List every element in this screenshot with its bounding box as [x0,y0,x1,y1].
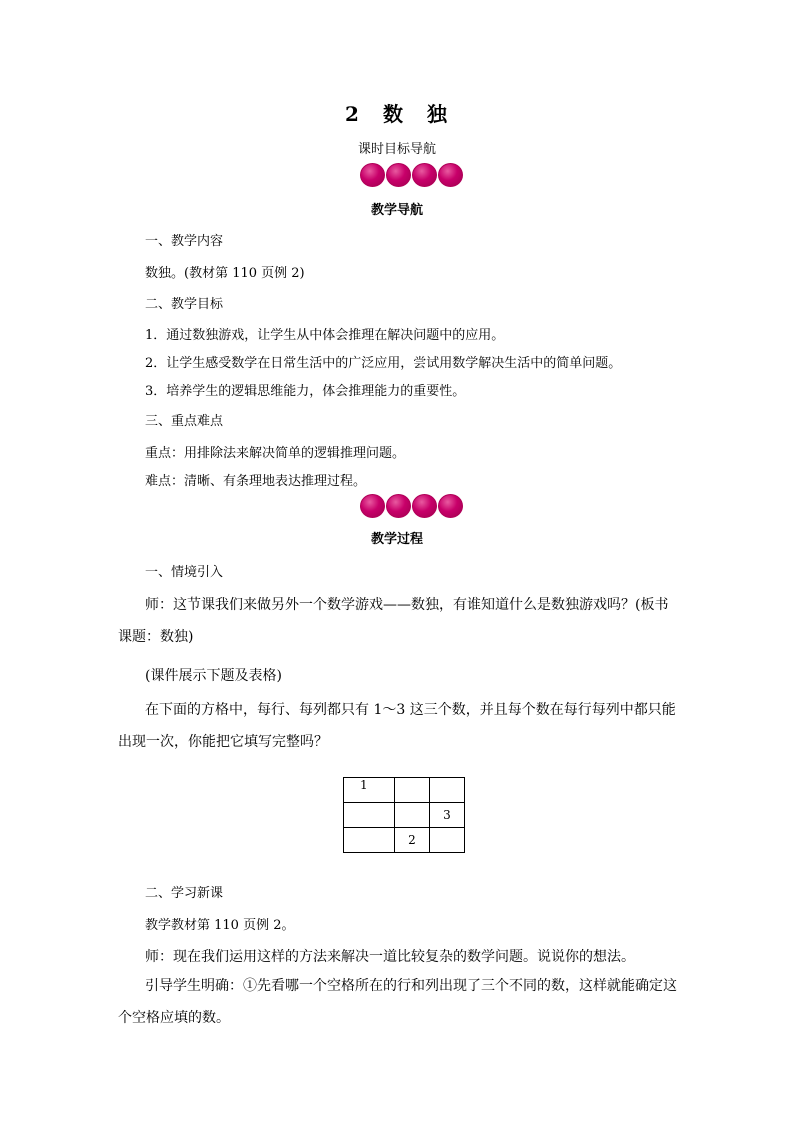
problem-text: 在下面的方格中，每行、每列都只有 1～3 这三个数，并且每个数在每行每列中都只能出现一次，你能把它填写完整吗？ [118,702,676,750]
content-heading: 一、教学内容 [145,234,224,249]
goal-item: 2．让学生感受数学在日常生活中的广泛应用，尝试用数学解决生活中的简单问题。 [145,356,622,371]
grid-cell: 2 [395,828,430,853]
section-label-process: 教学过程 [370,532,423,547]
intro-heading: 一、情境引入 [145,565,224,580]
content-text: 数独。(教材第 110 页例 2) [145,266,305,281]
grid-cell: 1 [344,778,395,803]
grid-row [344,778,465,803]
dot-icon [412,494,437,518]
page-subtitle: 课时目标导航 [357,142,436,157]
dot-icon [386,494,411,518]
teacher-intro: 师：这节课我们来做另外一个数学游戏——数独，有谁知道什么是数独游戏吗？(板书课题：数独) [118,597,669,645]
dot-icon [360,494,385,518]
section-label-nav: 教学导航 [370,203,423,218]
dot-icon [360,163,385,187]
dot-icon [438,494,463,518]
dot-icon [412,163,437,187]
teach-text: 教学教材第 110 页例 2。 [145,918,295,933]
difficulty-point: 难点：清晰、有条理地表达推理过程。 [145,474,367,489]
guide-text: 引导学生明确：①先看哪一个空格所在的行和列出现了三个不同的数，这样就能确定这个空格应填的数。 [118,978,677,1026]
decorative-dots [360,494,463,518]
decorative-dots [360,163,463,187]
dot-icon [386,163,411,187]
goals-heading: 二、教学目标 [145,297,224,312]
goal-item: 1．通过数独游戏，让学生从中体会推理在解决问题中的应用。 [145,328,505,343]
grid-cell [395,803,430,828]
grid-cell [344,828,395,853]
new-lesson-heading: 二、学习新课 [145,886,224,901]
grid-cell [430,828,465,853]
courseware-note: (课件展示下题及表格) [145,668,282,684]
dot-icon [438,163,463,187]
grid-cell: 3 [430,803,465,828]
grid-cell [395,778,430,803]
page-title: 2 数 独 [345,102,449,126]
teacher-method: 师：现在我们运用这样的方法来解决一道比较复杂的数学问题。说说你的想法。 [145,949,635,965]
key-heading: 三、重点难点 [145,414,224,429]
key-point: 重点：用排除法来解决简单的逻辑推理问题。 [145,446,406,461]
grid-row [344,828,465,853]
grid-cell [344,803,395,828]
grid-cell [430,778,465,803]
grid-row [344,803,465,828]
goal-item: 3．培养学生的逻辑思维能力，体会推理能力的重要性。 [145,384,466,399]
sudoku-grid [343,777,465,853]
